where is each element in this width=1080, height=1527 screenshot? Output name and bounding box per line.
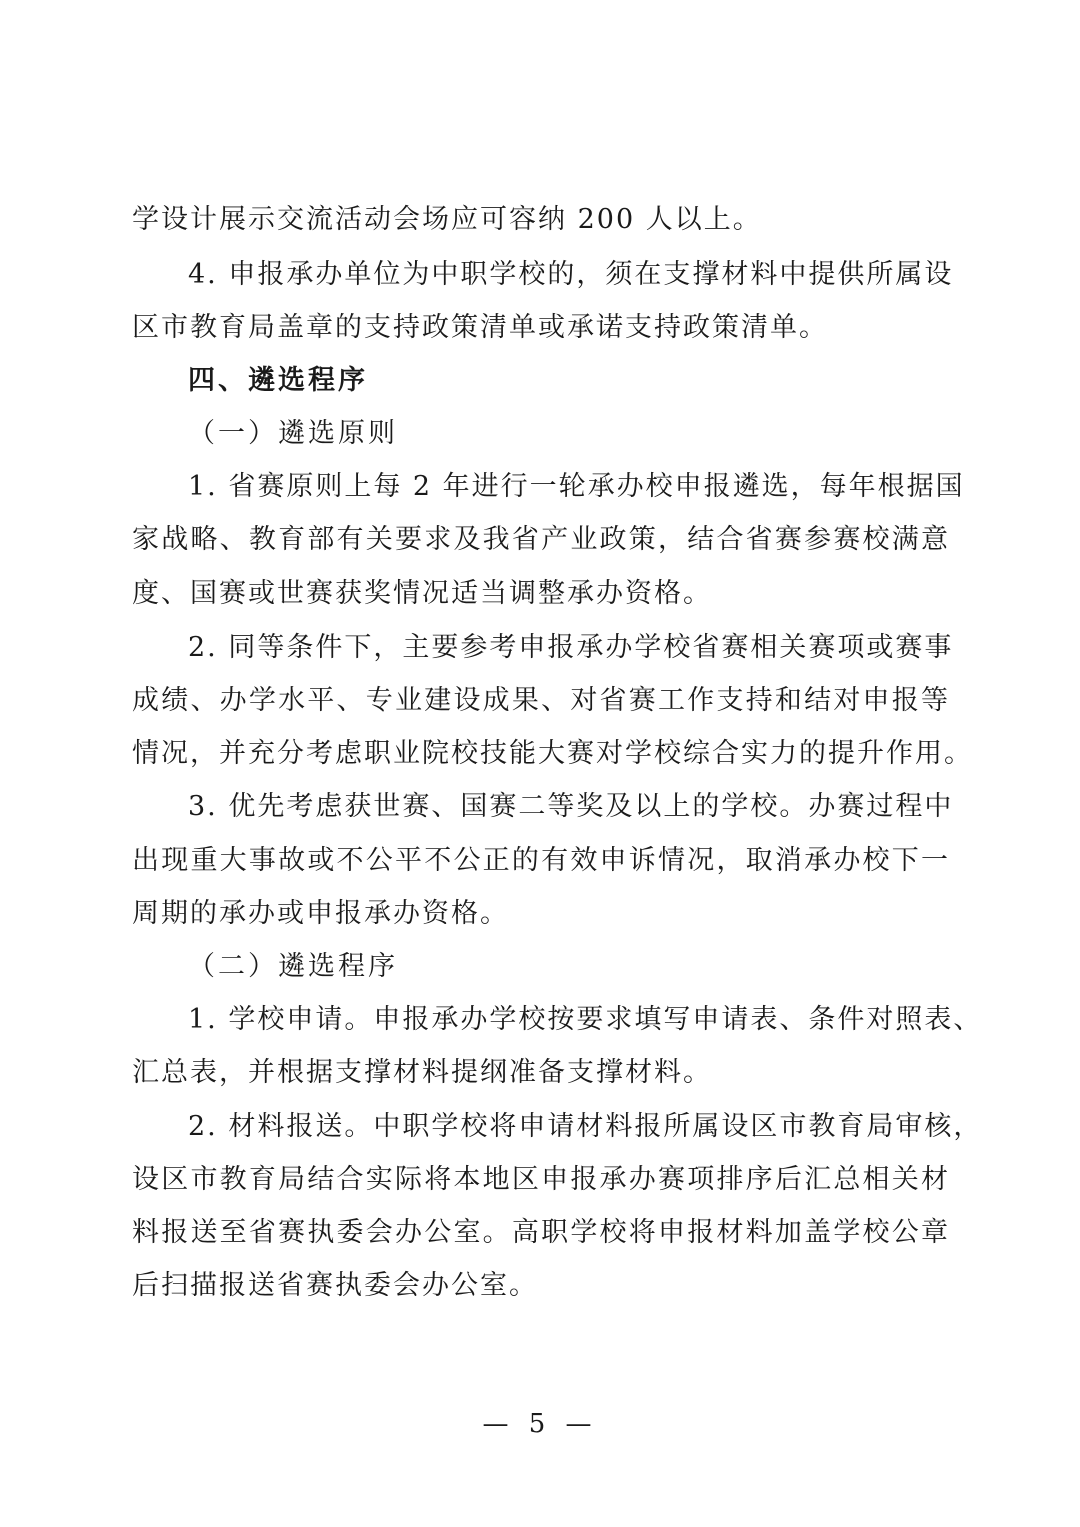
- paragraph-line: 度、国赛或世赛获奖情况适当调整承办资格。: [132, 578, 712, 609]
- paragraph-line: 家战略、教育部有关要求及我省产业政策，结合省赛参赛校满意: [132, 524, 950, 555]
- paragraph-line: 出现重大事故或不公平不公正的有效申诉情况，取消承办校下一: [132, 845, 950, 876]
- paragraph-line: 2. 材料报送。中职学校将申请材料报所属设区市教育局审核，: [188, 1111, 983, 1142]
- paragraph-line: 学设计展示交流活动会场应可容纳 200 人以上。: [132, 204, 762, 235]
- section-heading: 四、遴选程序: [188, 365, 368, 396]
- paragraph-line: 后扫描报送省赛执委会办公室。: [132, 1270, 538, 1301]
- paragraph-line: 汇总表，并根据支撑材料提纲准备支撑材料。: [132, 1057, 712, 1088]
- paragraph-line: 1. 省赛原则上每 2 年进行一轮承办校申报遴选，每年根据国: [188, 471, 965, 502]
- paragraph-line: 周期的承办或申报承办资格。: [132, 898, 509, 929]
- paragraph-line: 料报送至省赛执委会办公室。高职学校将申报材料加盖学校公章: [132, 1217, 950, 1248]
- subsection-heading: （一）遴选原则: [188, 418, 398, 449]
- paragraph-line: 4. 申报承办单位为中职学校的，须在支撑材料中提供所属设: [188, 259, 954, 290]
- paragraph-line: 区市教育局盖章的支持政策清单或承诺支持政策清单。: [132, 312, 828, 343]
- paragraph-line: 1. 学校申请。申报承办学校按要求填写申请表、条件对照表、: [188, 1004, 983, 1035]
- paragraph-line: 情况，并充分考虑职业院校技能大赛对学校综合实力的提升作用。: [132, 738, 973, 769]
- paragraph-line: 3. 优先考虑获世赛、国赛二等奖及以上的学校。办赛过程中: [188, 791, 954, 822]
- paragraph-line: 成绩、办学水平、专业建设成果、对省赛工作支持和结对申报等: [132, 685, 950, 716]
- page-number: — 5 —: [482, 1409, 598, 1439]
- paragraph-line: 设区市教育局结合实际将本地区申报承办赛项排序后汇总相关材: [132, 1164, 950, 1195]
- paragraph-line: 2. 同等条件下，主要参考申报承办学校省赛相关赛项或赛事: [188, 632, 954, 663]
- subsection-heading: （二）遴选程序: [188, 951, 398, 982]
